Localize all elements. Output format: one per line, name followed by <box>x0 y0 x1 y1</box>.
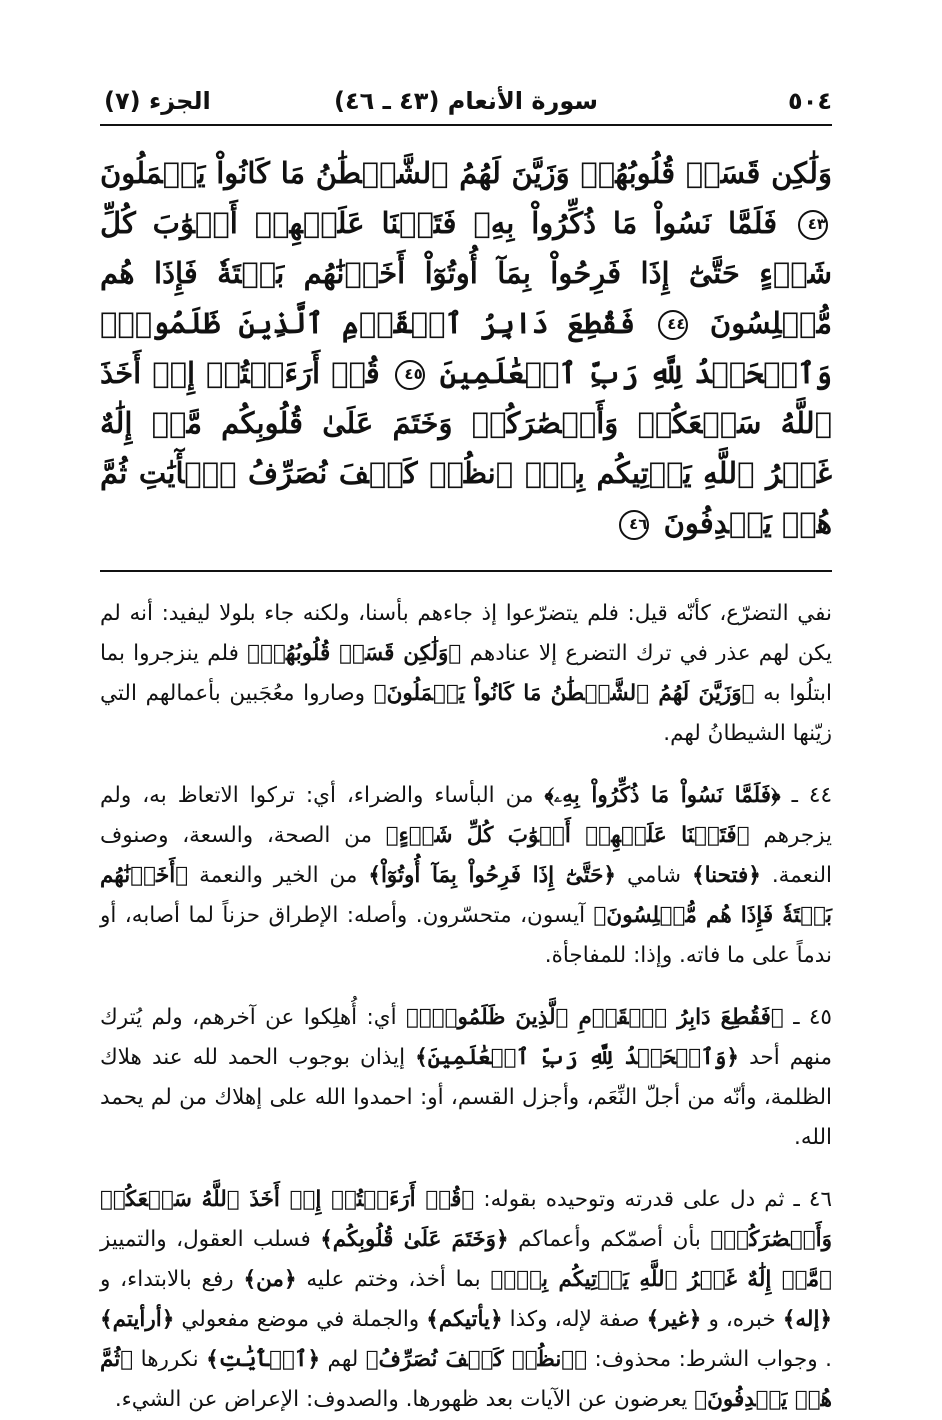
verse-number-marker: ٤٥ <box>395 360 425 390</box>
quran-quote: ﴿فَقُطِعَ دَابِرُ ٱلۡقَوۡمِ ٱلَّذِينَ ظَلَمُواْۚ﴾ <box>405 1005 784 1030</box>
commentary-text: بأن أصمّكم وأعماكم <box>518 1227 701 1252</box>
commentary-paragraph-2 <box>100 776 832 976</box>
commentary-text: من الخير والنعمة <box>199 863 358 888</box>
commentary-text: أي: أُهلِكوا عن آخرهم، ولم يُترك منهم أحد <box>100 1005 833 1070</box>
surah-title: سورة الأنعام (٤٣ ـ ٤٦) <box>333 87 599 115</box>
commentary-text: فسلب العقول، والتمييز <box>100 1227 311 1252</box>
book-page <box>100 78 833 1412</box>
header-divider <box>100 124 832 126</box>
quran-quote: ﴿ٱلۡأٓيَٰتِ﴾ <box>206 1347 321 1372</box>
commentary-text: يعرضون عن الآيات بعد ظهورها. والصدوف: الإعراض عن الشيء. <box>114 1387 688 1412</box>
commentary-text: نفي التضرّع، كأنّه قيل: فلم يتضرّعوا إذ جاءهم بأسنا، ولكنه جاء بلولا ليفيد: أنه لم يكن لهم عذر في ترك التضرع إلا عنادهم <box>100 601 832 666</box>
quran-quote: ﴿يأتيكم﴾ <box>426 1307 503 1332</box>
commentary-text: صفة لإله، وكذا <box>509 1307 640 1332</box>
quran-quote: ﴿ثُمَّ هُمۡ يَصۡدِفُونَ﴾ <box>100 1347 832 1412</box>
commentary-text: من الصحة، والسعة، وصنوف النعمة. <box>100 823 832 888</box>
commentary-text: . وجواب الشرط: محذوف: <box>594 1347 832 1372</box>
quran-quote: ﴿فَلَمَّا نَسُواْ مَا ذُكِّرُواْ بِهِۦ﴾ <box>544 783 781 808</box>
verse-text: وَلَٰكِن قَسَتۡ قُلُوبُهُمۡ وَزَيَّنَ لَهُمُ ٱلشَّيۡطَٰنُ مَا كَانُواْ يَعۡمَلُونَ <box>100 156 832 190</box>
quran-quote: ﴿أرأيتم﴾ <box>100 1307 175 1332</box>
page-header <box>100 78 832 124</box>
verse-text: فَقُطِعَ دَابِرُ ٱلۡقَوۡمِ ٱلَّذِينَ ظَلَمُواْۚ وَٱلۡحَمۡدُ لِلَّهِ رَبِّ ٱلۡعَٰلَمِينَ <box>100 306 832 390</box>
juz-label: الجزء (٧) <box>104 87 211 115</box>
verse-number-marker: ٤٤ <box>658 310 688 340</box>
quran-quote: ﴿ٱنظُرۡ كَيۡفَ نُصَرِّفُ﴾ <box>365 1347 588 1372</box>
quran-quote: ﴿وَٱلۡحَمۡدُ لِلَّهِ رَبِّ ٱلۡعَٰلَمِينَ﴾ <box>415 1045 740 1070</box>
commentary-paragraph-4 <box>100 1180 832 1420</box>
commentary-text: نكررها <box>140 1347 199 1372</box>
quran-quote: ﴿إله﴾ <box>782 1307 833 1332</box>
verse-text: فَلَمَّا نَسُواْ مَا ذُكِّرُواْ بِهِۦ فَتَحۡنَا عَلَيۡهِمۡ أَبۡوَٰبَ كُلِّ شَيۡءٍ حَتَّىٰٓ إِذَا فَرِحُواْ بِمَآ أُوتُوٓاْ أَخَذۡنَٰهُم بَغۡتَةٗ فَإِذَا هُم مُّبۡلِسُونَ <box>100 206 832 340</box>
verse-number-marker: ٤٦ <box>619 510 649 540</box>
quran-quote: ﴿قُلۡ أَرَءَيۡتُمۡ إِنۡ أَخَذَ ٱللَّهُ سَمۡعَكُمۡ وَأَبۡصَٰرَكُمۡ﴾ <box>100 1187 832 1252</box>
verse-number-marker: ٤٣ <box>798 210 828 240</box>
commentary-text: وصاروا معُجَبين بأعمالهم التي زيّنها الشيطانُ لهم. <box>100 681 832 746</box>
quran-quote: ﴿وَخَتَمَ عَلَىٰ قُلُوبِكُم﴾ <box>320 1227 509 1252</box>
quran-quote: ﴿مَّنۡ إِلَٰهٌ غَيۡرُ ٱللَّهِ يَأۡتِيكُم بِهِۗ﴾ <box>490 1267 833 1292</box>
quran-quote: ﴿وَزَيَّنَ لَهُمُ ٱلشَّيۡطَٰنُ مَا كَانُواْ يَعۡمَلُونَ﴾ <box>373 681 755 706</box>
quran-verses <box>100 148 832 548</box>
commentary-text: رفع بالابتداء، و <box>100 1267 234 1292</box>
commentary-text: ٤٤ ـ <box>791 783 833 808</box>
quran-quote: ﴿أَخَذۡنَٰهُم بَغۡتَةٗ فَإِذَا هُم مُّبۡلِسُونَ﴾ <box>100 863 832 928</box>
commentary-text: شامي <box>627 863 682 888</box>
commentary-paragraph-3 <box>100 998 832 1158</box>
page-number: ٥٠٤ <box>788 87 832 115</box>
commentary-text: آيسون، متحسّرون. وأصله: الإطراق حزناً لما أصابه، أو ندماً على ما فاته. وإذا: للمفاجأة. <box>100 903 832 968</box>
quran-quote: ﴿فتحنا﴾ <box>691 863 761 888</box>
commentary-text: بما أخذ، وختم عليه <box>306 1267 481 1292</box>
section-divider <box>100 570 832 572</box>
commentary-text: من البأساء والضراء، أي: تركوا الاتعاظ به، ولم يزجرهم <box>100 783 832 848</box>
commentary-text: ٤٥ ـ <box>793 1005 832 1030</box>
commentary-paragraph-1 <box>100 594 832 754</box>
quran-quote: ﴿من﴾ <box>243 1267 297 1292</box>
commentary-text: لهم <box>327 1347 359 1372</box>
verse-text: قُلۡ أَرَءَيۡتُمۡ إِنۡ أَخَذَ ٱللَّهُ سَمۡعَكُمۡ وَأَبۡصَٰرَكُمۡ وَخَتَمَ عَلَىٰ قُلُوبِكُم مَّنۡ إِلَٰهٌ غَيۡرُ ٱللَّهِ يَأۡتِيكُم بِهِۗ ٱنظُرۡ كَيۡفَ نُصَرِّفُ ٱلۡأٓيَٰتِ ثُمَّ هُمۡ يَصۡدِفُونَ <box>100 356 832 540</box>
commentary-text: ٤٦ ـ ثم دل على قدرته وتوحيده بقوله: <box>483 1187 832 1212</box>
commentary-text: خبره، و <box>708 1307 776 1332</box>
quran-quote: ﴿وَلَٰكِن قَسَتۡ قُلُوبُهُمۡ﴾ <box>247 641 462 666</box>
quran-quote: ﴿فَتَحۡنَا عَلَيۡهِمۡ أَبۡوَٰبَ كُلِّ شَيۡءٍ﴾ <box>385 823 750 848</box>
commentary-text: إيذان بوجوب الحمد لله عند هلاك الظلمة، وأنّه من أجلّ النِّعَم، وأجزل القسم، أو: احمدوا الله على إهلاك من لم يحمد الله. <box>100 1045 832 1150</box>
commentary-text: فلم ينزجروا بما ابتلُوا به <box>100 641 832 706</box>
commentary-text: والجملة في موضع مفعولي <box>181 1307 420 1332</box>
tafsir-commentary <box>100 594 832 1420</box>
quran-quote: ﴿غير﴾ <box>646 1307 702 1332</box>
quran-quote: ﴿حَتَّىٰٓ إِذَا فَرِحُواْ بِمَآ أُوتُوٓاْ﴾ <box>368 863 617 888</box>
